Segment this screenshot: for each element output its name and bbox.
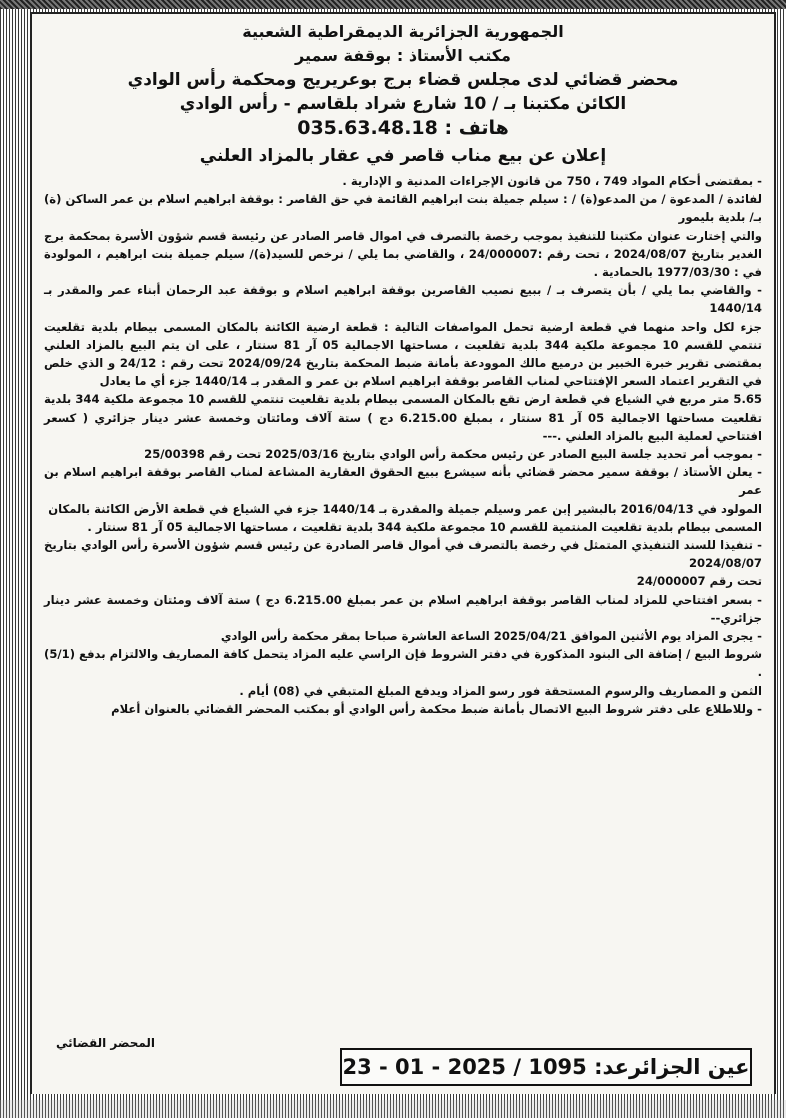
paragraph: - بموجب أمر تحديد جلسة البيع الصادر عن رئيس محكمة رأس الوادي بتاريخ 2025/03/16 تحت رقم 25/00398 — [144, 447, 762, 462]
legal-notice — [30, 12, 776, 1094]
paragraph: شروط البيع / إضافة الى البنود المذكورة في دفتر الشروط فإن الراسي عليه المزاد يتحمل كافة المصاريف والالتزام بدفع (5/1) . — [44, 647, 762, 680]
paragraph: جزء لكل واحد منهما في قطعة ارضية تحمل المواصفات التالية : قطعة ارضية الكائنة بالمكان المسمى بيطام بلدية تقلعيت تنتمي للقسم 10 مجموعة ملكية 344 بلدية تقلعيت ، مساحتها الاجمالية 05 آر 81 سنتار ، على ان يتم البيع بالمزاد العلني بمقتضى تقرير خبرة الخبير بن درميع مالك الموودعة بأمانة ضبط المحكمة بتاريخ 2024/09/24 تحت رقم : 24/12 و الذي خلص في التقرير اعتماد السعر الإفتتاحي لمناب القاصر بوقفة ابراهيم اسلام بن عمر و المقدر بـ 1440/14 جزء أي ما يعادل — [44, 319, 763, 389]
paragraph: 5.65 متر مربع في الشياع في قطعة ارض تقع بالمكان المسمى بيطام بلدية تقلعيت تنتمي للقسم 10 مجموعة ملكية 344 بلدية تقلعيت مساحتها الاجمالية 05 آر 81 سنتار ، بمبلغ 6.215.00 دج ) ستة آلاف ومائتان وخمسة عشر دينار جزائري ( كسعر افتتاحي لعملية البيع بالمزاد العلني .--- — [44, 392, 762, 443]
paragraph: الثمن و المصاريف والرسوم المستحقة فور رسو المزاد ويدفع المبلغ المتبقي في (08) أيام . — [239, 683, 762, 698]
paragraph: - يجرى المزاد يوم الأثنين الموافق 2025/04/21 الساعة العاشرة صباحا بمقر محكمة رأس الوادي — [220, 629, 762, 644]
paragraph: - وللاطلاع على دفتر شروط البيع الاتصال بأمانة ضبط محكمة رأس الوادي أو بمكتب المحضر القضائي بالعنوان أعلام — [111, 701, 762, 716]
newsprint-bottom-strip — [0, 1100, 786, 1118]
paragraph: والتي إختارت عنوان مكتبنا للتنفيذ بموجب رخصة بالتصرف في اموال قاصر الصادر عن رئيسة قسم شؤون الأسرة بمحكمة برج الغدير بتاريخ 2024/08/07 ، تحت رقم :24/000007 ، والقاضي بما يلي / نرخص للسيد(ة)/ سيلم جميلة بنت ابراهيم ، المولودة في : 1977/03/30 بالحمادية . — [44, 228, 762, 280]
paragraph: لفائدة / المدعوة / من المدعو(ة) / : سيلم جميلة بنت ابراهيم القائمة في حق القاصر : بوقفة ابراهيم اسلام بن عمر الساكن (ة) بـ/ بلدية بليمور — [44, 192, 762, 225]
announcement-title: إعلان عن بيع مناب قاصر في عقار بالمزاد العلني — [199, 146, 607, 166]
publication-reference-box — [340, 1048, 752, 1086]
paragraph: المولود في 2016/04/13 بالبشير إبن عمر وسيلم جميلة والمقدرة بـ 1440/14 جزء في الشياع في قطعة الأرض الكائنة بالمكان — [48, 501, 762, 516]
office-title: مكتب الأستاذ : بوقفة سمير — [295, 46, 511, 65]
notice-header — [32, 14, 774, 168]
phone-line — [32, 116, 774, 140]
publication-date: 23 - 01 - 2025 — [342, 1055, 507, 1079]
notice-body — [32, 168, 774, 718]
paragraph: تحت رقم 24/000007 — [636, 574, 762, 589]
publication-label: عين الجزائرعد: — [594, 1055, 750, 1079]
paragraph: - والقاضي بما يلي / بأن يتصرف بـ / ببيع نصيب القاصرين بوقفة ابراهيم اسلام و بوقفة عبد الرحمان أبناء عمر والمقدر بـ 1440/14 — [44, 283, 762, 316]
paragraph: المسمى بيطام بلدية تقلعيت المنتمية للقسم 10 مجموعة ملكية 344 بلدية تقلعيت ، مساحتها الاجمالية 05 آر 81 سنتار . — [87, 519, 762, 534]
paragraph: - بمقتضى أحكام المواد 749 ، 750 من قانون الإجراءات المدنية و الإدارية . — [342, 174, 762, 188]
phone-number: 035.63.48.18 — [297, 117, 438, 139]
bailiff-title: محضر قضائي لدى مجلس قضاء برج بوعريريج ومحكمة رأس الوادي — [127, 70, 679, 90]
bailiff-signature: المحضر القضائي — [56, 1036, 156, 1050]
paragraph: - يعلن الأستاذ / بوقفة سمير محضر قضائي بأنه سيشرع ببيع الحقوق العقارية المشاعة لمناب القاصر بوقفة ابراهيم اسلام بن عمر — [44, 465, 762, 498]
paragraph: - بسعر افتتاحي للمزاد لمناب القاصر بوقفة ابراهيم اسلام بن عمر بمبلغ 6.215.00 دج ) ستة آلاف ومئتان وخمسة عشر دينار جزائري-- — [44, 592, 762, 625]
separator: / — [506, 1055, 522, 1079]
phone-label: هاتف : — [444, 117, 509, 139]
republic-title: الجمهورية الجزائرية الديمقراطية الشعبية — [242, 22, 564, 41]
newsprint-top-strip — [0, 0, 786, 9]
issue-number: 1095 — [528, 1055, 587, 1079]
office-address: الكائن مكتبنا بـ / 10 شارع شراد بلقاسم - رأس الوادي — [179, 94, 627, 114]
paragraph: - تنفيذا للسند التنفيذي المتمثل في رخصة بالتصرف في أموال قاصر الصادرة عن رئيس قسم شؤون الأسرة رأس الوادي بتاريخ 2024/08/07 — [44, 538, 762, 571]
